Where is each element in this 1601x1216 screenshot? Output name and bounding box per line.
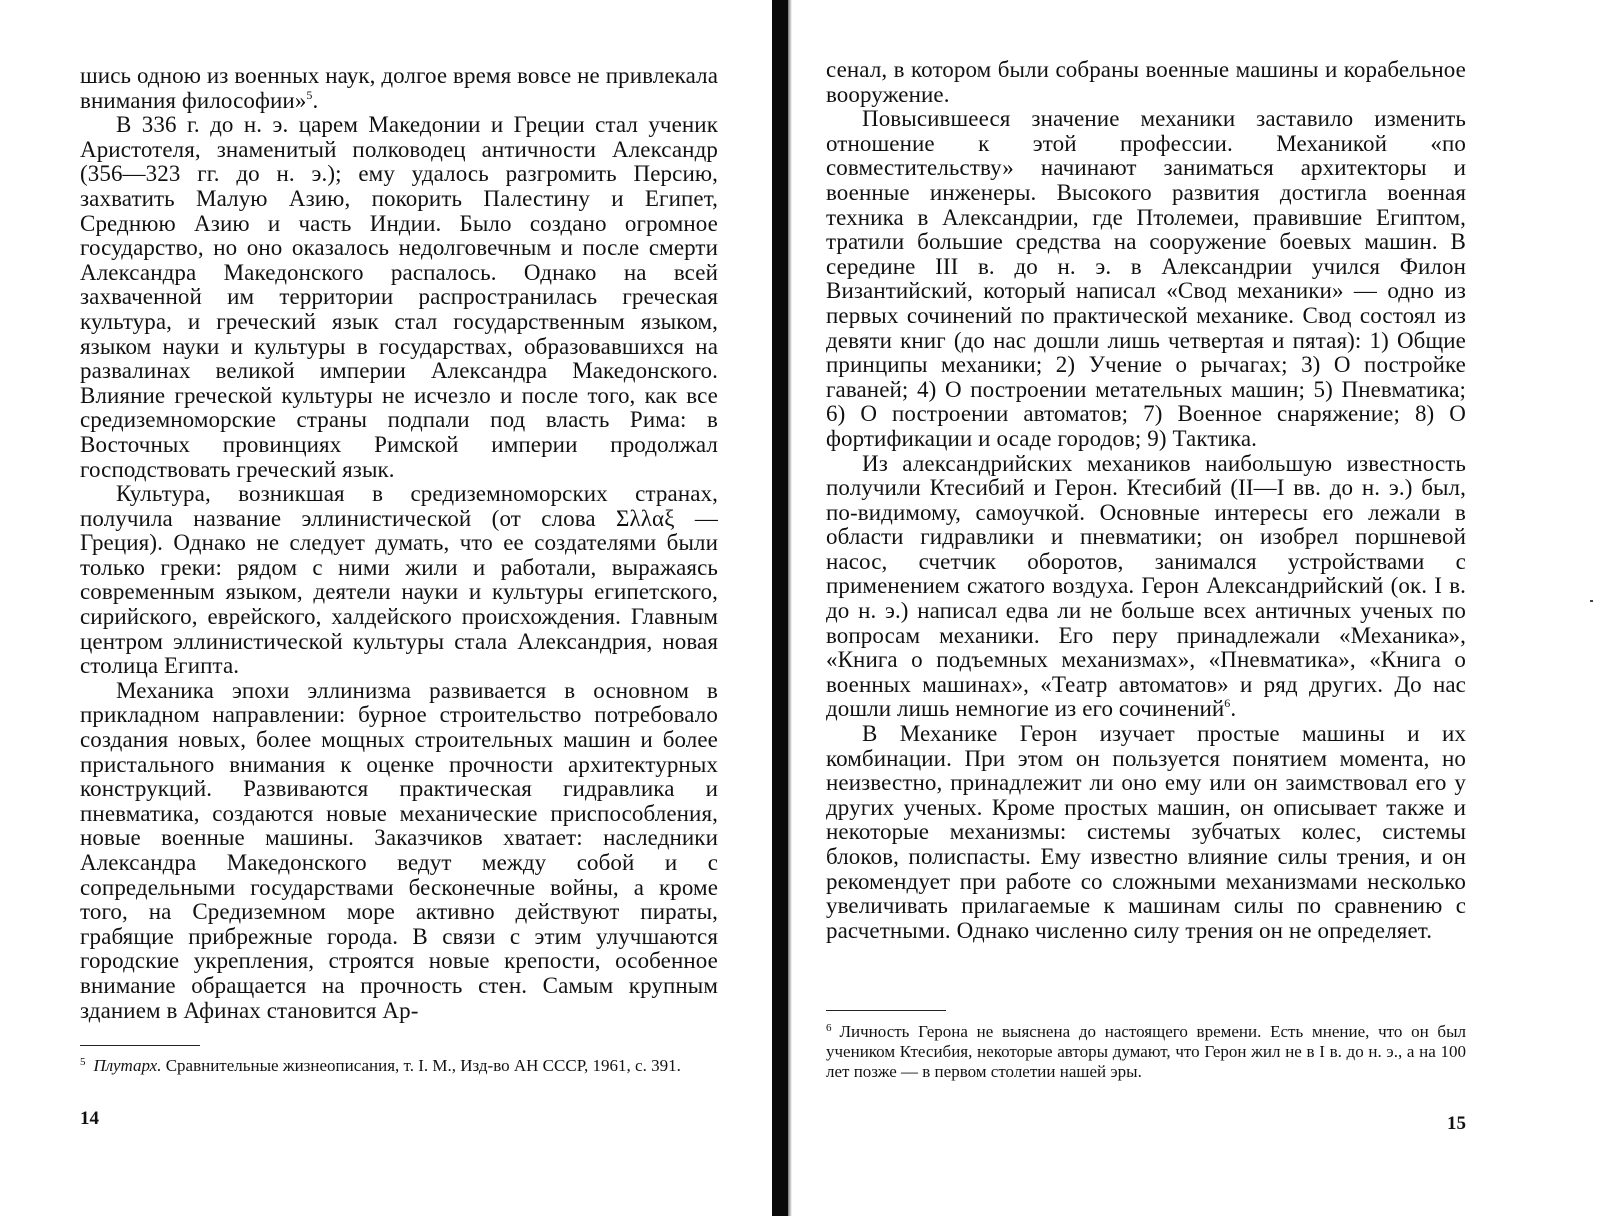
footnote-text: Личность Герона не выяснена до настоящего времени. Есть мнение, что он был учеником Ктесибия, некоторые авторы думают, что Герон жил не в I в. до н. э., а на 100 лет позже — в первом столетии нашей эры.: [826, 1022, 1466, 1081]
paragraph: Культура, возникшая в средиземноморских странах, получила название эллинистической (от слова Σλλαξ — Греция). Однако не следует думать, что ее создателями были только греки: рядом с ними жили и работали, выражаясь современным языком, деятели науки и культуры египетского, сирийского, еврейского, халдейского происхождения. Главным центром эллинистической культуры стала Александрия, новая столица Египта.: [80, 481, 718, 679]
footnote-divider: [826, 1010, 946, 1011]
left-page: [0, 0, 770, 1216]
paragraph: [80, 64, 718, 113]
scan-speck: [1590, 600, 1593, 602]
paragraph: В 336 г. до н. э. царем Македонии и Греции стал ученик Аристотеля, знаменитый полководец античности Александр (356—323 гг. до н. э.); ему удалось разгромить Персию, захватить Малую Азию, покорить Палестину и Египет, Среднюю Азию и часть Индии. Было создано огромное государство, но оно оказалось недолговечным и после смерти Александра Македонского распалось. Однако на всей захваченной им территории распространилась греческая культура, и греческий язык стал государственным языком, языком науки и культуры в государствах, образовавшихся на развалинах великой империи Александра Македонского. Влияние греческой культуры не исчезло и после того, как все средиземноморские страны подпали под власть Рима: в Восточных провинциях Римской империи продолжал господствовать греческий язык.: [80, 112, 718, 482]
page-number: 14: [80, 1108, 99, 1129]
paragraph: Механика эпохи эллинизма развивается в основном в прикладном направлении: бурное строительство потребовало создания новых, более мощных строительных машин и более пристального внимания к оценке прочности архитектурных конструкций. Развиваются практическая гидравлика и пневматика, создаются новые механические приспособления, новые военные машины. Заказчиков хватает: наследники Александра Македонского ведут между собой и с сопредельными государствами бесконечные войны, а кроме того, на Средиземном море активно действуют пираты, грабящие прибрежные города. В связи с этим улучшаются городские укрепления, строятся новые крепости, особенное внимание обращается на прочность стен. Самым крупным зданием в Афинах становится Ар-: [80, 677, 718, 1023]
book-gutter: [772, 0, 788, 1216]
footnote-ref: 5: [306, 87, 313, 102]
paragraph: Из александрийских механиков наибольшую известность получили Ктесибий и Герон. Ктесибий (II—I вв. до н. э.) был, по-видимому, самоучкой. Основные интересы его лежали в области гидравлики и пневматики; он изобрел поршневой насос, счетчик оборотов, занимался устройствами с применением сжатого воздуха. Герон Александрийский (ок. I в. до н. э.) написал едва ли не больше всех античных ученых по вопросам механики. Его перу принадлежали «Механика», «Книга о подъемных механизмах», «Пневматика», «Книга о военных машинах», «Театр автоматов» и ряд других. До нас дошли лишь немногие из его сочинений$^6$.: [826, 450, 1466, 722]
right-page-body: [826, 58, 1466, 943]
paragraph-text-tail: .: [1230, 696, 1237, 722]
footnote-divider: [80, 1045, 200, 1046]
paragraph-text: шись одною из военных наук, долгое время вовсе не привлекала внимания философии»: [80, 63, 718, 113]
footnote-text: Сравнительные жизнеописания, т. I. М., Изд-во АН СССР, 1961, с. 391.: [165, 1056, 681, 1075]
paragraph: В Механике Герон изучает простые машины и их комбинации. При этом он пользуется понятием момента, но неизвестно, принадлежит ли оно ему или он заимствовал его у других ученых. Кроме простых машин, он описывает также и некоторые механизмы: системы зубчатых колес, системы блоков, полиспасты. Ему известно влияние силы трения, и он рекомендует при работе со сложными механизмами несколько увеличивать прилагаемые к машинам силы по сравнению с расчетными. Однако численно силу трения он не определяет.: [826, 721, 1466, 943]
footnote-mark: 6: [826, 1022, 832, 1034]
footnote-ref: 6: [1224, 696, 1231, 711]
page-number: 15: [1447, 1113, 1466, 1134]
right-page: [792, 0, 1601, 1216]
paragraph: Повысившееся значение механики заставило изменить отношение к этой профессии. Механикой «по совместительству» начинают заниматься архитекторы и военные инженеры. Высокого развития достигла военная техника в Александрии, где Птолемеи, правившие Египтом, тратили большие средства на сооружение боевых машин. В середине III в. до н. э. в Александрии учился Филон Византийский, который написал «Свод механики» — одно из первых сочинений по практической механике. Свод состоял из девяти книг (до нас дошли лишь четвертая и пятая): 1) Общие принципы механики; 2) Учение о рычагах; 3) О постройке гаваней; 4) О построении метательных машин; 5) Пневматика; 6) О построении автоматов; 7) Военное снаряжение; 8) О фортификации и осаде городов; 9) Тактика.: [826, 106, 1466, 451]
footnote-author: Плутарх.: [93, 1056, 162, 1075]
paragraph-text-tail: .: [312, 87, 319, 113]
footnote: [826, 1018, 1466, 1082]
left-page-body: [80, 64, 718, 1023]
footnote-mark: 5: [80, 1056, 86, 1068]
paragraph: сенал, в котором были собраны военные машины и корабельное вооружение.: [826, 57, 1466, 107]
footnote: [80, 1052, 718, 1076]
